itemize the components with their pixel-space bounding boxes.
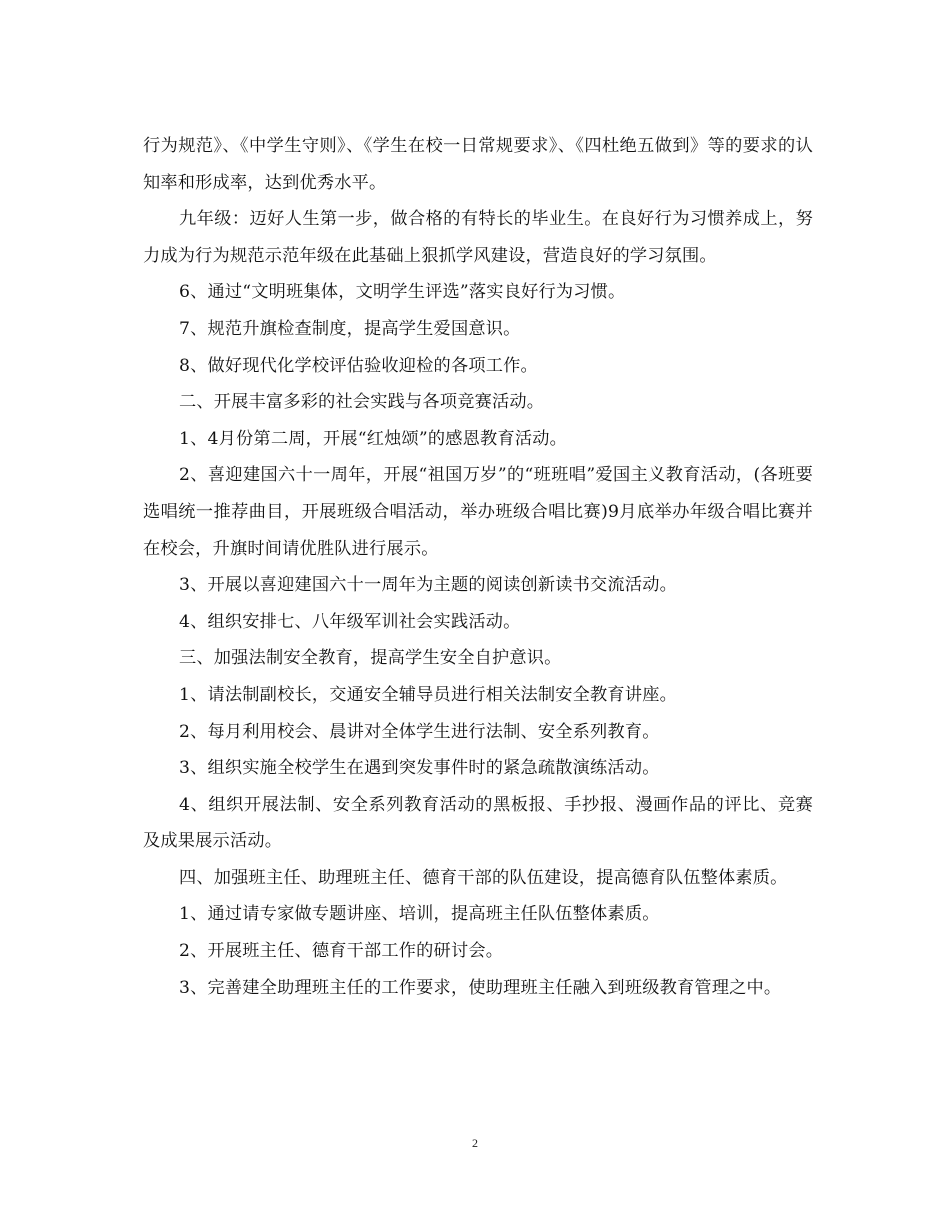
paragraph: 行为规范》、《中学生守则》、《学生在校一日常规要求》、《四杜绝五做到》等的要求的认知率和形成率，达到优秀水平。 (143, 136, 813, 193)
paragraph: 1、通过请专家做专题讲座、培训，提高班主任队伍整体素质。 (179, 904, 660, 925)
paragraph: 2、喜迎建国六十一周年，开展“祖国万岁”的“班班唱”爱国主义教育活动，(各班要选唱统一推荐曲目，开展班级合唱活动，举办班级合唱比赛)9月底举办年级合唱比赛并在校会，升旗时间请优胜队进行展示。 (143, 465, 813, 559)
document-body (143, 128, 813, 1006)
paragraph: 2、开展班主任、德育干部工作的研讨会。 (179, 941, 504, 962)
paragraph: 1、请法制副校长，交通安全辅导员进行相关法制安全教育讲座。 (179, 684, 677, 705)
paragraph: 3、开展以喜迎建国六十一周年为主题的阅读创新读书交流活动。 (179, 575, 677, 596)
paragraph: 1、4月份第二周，开展“红烛颂”的感恩教育活动。 (179, 428, 567, 449)
paragraph: 3、组织实施全校学生在遇到突发事件时的紧急疏散演练活动。 (179, 758, 660, 779)
section-heading: 四、加强班主任、助理班主任、德育干部的队伍建设，提高德育队伍整体素质。 (179, 867, 788, 888)
paragraph: 8、做好现代化学校评估验收迎检的各项工作。 (179, 355, 538, 376)
section-heading: 二、开展丰富多彩的社会实践与各项竞赛活动。 (179, 392, 545, 413)
page-number: 2 (472, 1136, 478, 1150)
section-heading: 三、加强法制安全教育，提高学生安全自护意识。 (179, 648, 562, 669)
paragraph: 3、完善建全助理班主任的工作要求，使助理班主任融入到班级教育管理之中。 (179, 977, 782, 998)
paragraph: 7、规范升旗检查制度，提高学生爱国意识。 (179, 318, 521, 339)
paragraph: 4、组织开展法制、安全系列教育活动的黑板报、手抄报、漫画作品的评比、竞赛及成果展示活动。 (143, 794, 813, 852)
paragraph: 6、通过“文明班集体，文明学生评选”落实良好行为习惯。 (179, 282, 626, 303)
paragraph: 4、组织安排七、八年级军训社会实践活动。 (179, 611, 521, 632)
paragraph: 2、每月利用校会、晨讲对全体学生进行法制、安全系列教育。 (179, 721, 660, 742)
paragraph: 九年级：迈好人生第一步，做合格的有特长的毕业生。在良好行为习惯养成上，努力成为行为规范示范年级在此基础上狠抓学风建设，营造良好的学习氛围。 (143, 209, 813, 266)
